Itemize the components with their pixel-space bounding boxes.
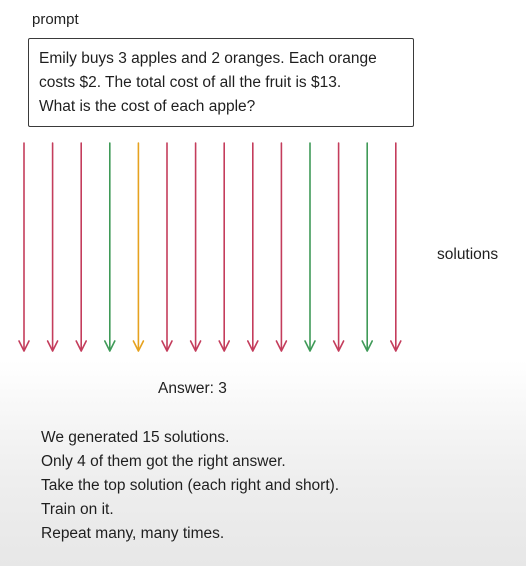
solution-arrow-wrong xyxy=(76,143,86,351)
solution-arrow-wrong xyxy=(276,143,286,351)
solution-arrow-wrong xyxy=(191,143,201,351)
prompt-label: prompt xyxy=(32,11,79,28)
solutions-label: solutions xyxy=(437,246,499,263)
solution-arrow-wrong xyxy=(248,143,258,351)
solution-arrow-wrong xyxy=(162,143,172,351)
solution-arrow-right xyxy=(305,143,315,351)
prompt-line: What is the cost of each apple? xyxy=(39,98,256,115)
solution-arrow-wrong xyxy=(334,143,344,351)
solution-arrow-wrong xyxy=(219,143,229,351)
note-line: Repeat many, many times. xyxy=(41,525,225,542)
note-line: Train on it. xyxy=(41,501,114,518)
prompt-line: costs $2. The total cost of all the fruit is $13. xyxy=(39,74,342,91)
solution-arrow-best xyxy=(133,143,143,351)
answer-label: Answer: 3 xyxy=(158,380,227,397)
prompt-line: Emily buys 3 apples and 2 oranges. Each orange xyxy=(39,50,377,67)
note-line: Take the top solution (each right and short). xyxy=(41,477,340,494)
note-line: Only 4 of them got the right answer. xyxy=(41,453,286,470)
solution-arrow-wrong xyxy=(391,143,401,351)
solution-arrow-right xyxy=(105,143,115,351)
solution-arrow-wrong xyxy=(19,143,29,351)
notes-list xyxy=(41,426,339,546)
solution-arrow-right xyxy=(362,143,372,351)
solution-arrow-wrong xyxy=(48,143,58,351)
note-line: We generated 15 solutions. xyxy=(41,429,230,446)
